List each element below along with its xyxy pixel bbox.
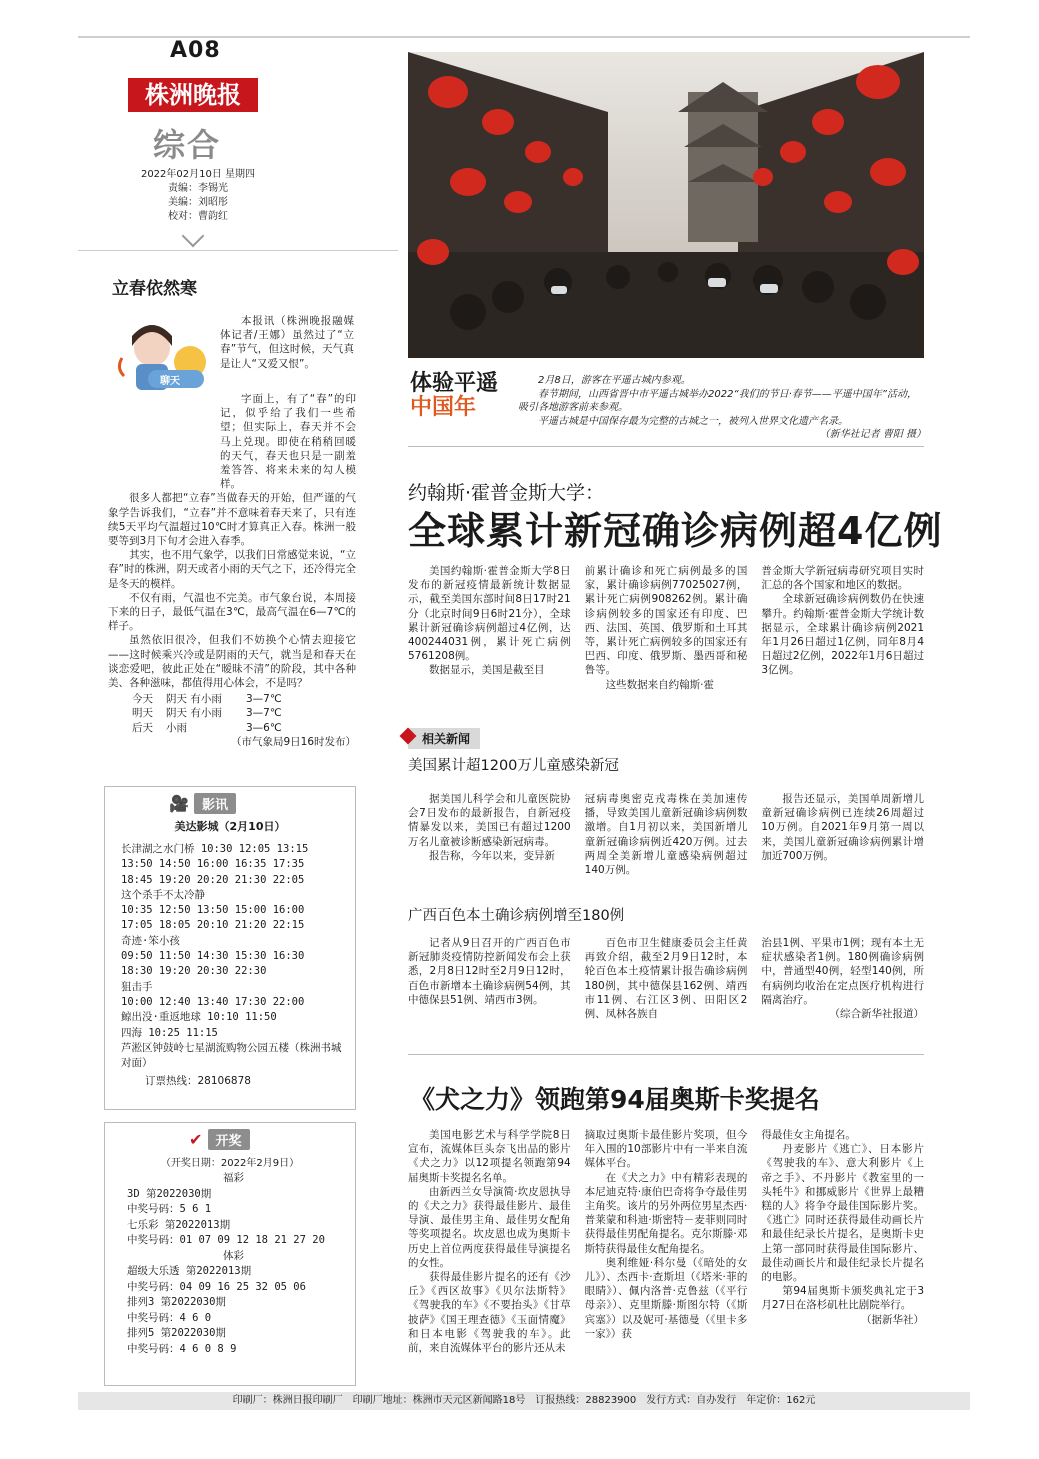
- story-paragraph: 数据显示，美国是截至目: [429, 664, 545, 677]
- story-paragraph: 由新西兰女导演简·坎皮恩执导的《犬之力》获得最佳影片、最佳导演、最佳男主角、最佳男女配角等奖项提名。坎皮恩也成为奥斯卡历史上首位两度获得最佳导演提名的女性。: [408, 1185, 571, 1269]
- showtime-line: 10:35 12:50 13:50 15:00 16:00: [121, 904, 305, 917]
- forecast-row: 今天 阴天 有小雨 3—7℃: [132, 693, 282, 706]
- related-news-tag: 相关新闻: [408, 728, 480, 749]
- story-column: [408, 936, 571, 1021]
- story-column: [761, 792, 924, 877]
- story-credit: （据新华社）: [861, 1313, 925, 1326]
- showtime-line: 09:50 11:50 14:30 15:30 16:30: [121, 950, 305, 963]
- story-paragraph: 摘取过奥斯卡最佳影片奖项，但今年入围的10部影片中有一半来自流媒体平台。: [584, 1129, 748, 1170]
- story-body: [408, 564, 924, 692]
- story-paragraph: 第94届奥斯卡颁奖典礼定于3月27日在洛杉矶杜比剧院举行。: [761, 1285, 925, 1312]
- story-paragraph: 得最佳女主角提名。: [761, 1129, 856, 1141]
- lottery-line: 中奖号码：4 6 0: [127, 1311, 212, 1324]
- related-body: [408, 936, 924, 1021]
- forecast-row: 后天 小雨 3—6℃: [132, 721, 282, 734]
- story-credit: （综合新华社报道）: [829, 1008, 925, 1021]
- lottery-tag-wrap: [105, 1123, 355, 1150]
- showtime-line: 10:00 12:40 13:40 17:30 22:00: [121, 995, 305, 1008]
- story-column: [408, 792, 571, 877]
- story-column: [585, 792, 748, 877]
- section-title: 综合: [153, 126, 222, 164]
- story-column: [761, 936, 924, 1021]
- cinema-hotline: 订票热线：28106878: [145, 1074, 251, 1087]
- story-headline: 全球累计新冠确诊病例超4亿例: [408, 509, 943, 553]
- date-line: 2022年02月10日 星期四: [140, 169, 256, 180]
- showtime-list: [105, 842, 355, 1041]
- lottery-line: 排列5 第2022030期: [127, 1327, 226, 1339]
- weather-paragraph: 很多人都把“立春”当做春天的开始，但严谨的气象学告诉我们，“立春”并不意味着春天来了，只有连续5天平均气温超过10℃时才算真正入春。株洲一般要等到3月下旬才会进入春季。: [108, 492, 356, 548]
- weather-avatar: [108, 318, 214, 396]
- weather-paragraph: 其实，也不用气象学，以我们日常感觉来说，“立春”时的株洲，阴天或者小雨的天气之下，还冷得完全是冬天的模样。: [108, 549, 356, 590]
- story-paragraph: 美国约翰斯·霍普金斯大学8日发布的新冠疫情最新统计数据显示，截至美国东部时间8日17时21分（北京时间9日6时21分），全球累计新冠确诊病例超过4亿例，达400244031例，累计死亡病例5761208例。: [408, 565, 571, 663]
- showtime-line: 17:05 18:05 20:10 21:20 22:15: [121, 919, 305, 932]
- chevron-down-icon: [182, 225, 205, 248]
- story-paragraph: 丹麦影片《逃亡》、日本影片《驾驶我的车》、意大利影片《上帝之手》、不丹影片《教室里的一头牦牛》和挪威影片《世界上最糟糕的人》将争夺最佳国际影片奖。《逃亡》同时还获得最佳动画长片和最佳纪录长片提名，是奥斯卡史上第一部同时获得最佳国际影片、最佳动画长片和最佳纪录长片提名的电影。: [761, 1143, 925, 1284]
- weather-body: [108, 392, 356, 749]
- showtime-line: 13:50 14:50 16:00 16:35 17:35: [121, 858, 305, 871]
- story-paragraph: 据美国儿科学会和儿童医院协会7日发布的最新报告，自新冠疫情暴发以来，美国已有超过1200万名儿童被诊断感染新冠病毒。: [408, 793, 571, 848]
- forecast-source: （市气象局9日16时发布）: [230, 735, 356, 748]
- story-paragraph: 全球新冠确诊病例数仍在快速攀升。约翰斯·霍普金斯大学统计数据显示，全球累计确诊病例2021年1月26日超过1亿例，同年8月4日超过2亿例，2022年1月6日超过3亿例。: [761, 593, 925, 677]
- lottery-line: 3D 第2022030期: [127, 1187, 212, 1200]
- proofreader-credit: 校对：曹韵红: [168, 211, 228, 222]
- related-news: [408, 728, 480, 749]
- story-paragraph: 奥利维娅·科尔曼（《暗处的女儿》）、杰西卡·查斯坦（《塔米·菲的眼睛》）、佩内洛普·克鲁兹（《平行母亲》）、克里斯滕·斯图尔特（《斯宾塞》）以及妮可·基德曼（《里卡多一家》）获: [584, 1256, 748, 1340]
- lottery-category: 福彩: [223, 1172, 244, 1184]
- weather-intro: [220, 314, 354, 371]
- lottery-line: 七乐彩 第2022013期: [127, 1218, 231, 1231]
- lottery-box: [104, 1122, 356, 1386]
- photo-title-line2: 中国年: [410, 395, 477, 420]
- lottery-date: （开奖日期：2022年2月9日）: [160, 1158, 300, 1169]
- cinema-box: [104, 786, 356, 1110]
- editor-credit: 责编：李锡光: [168, 183, 228, 194]
- story-column: [585, 1128, 748, 1355]
- photo-title-line1: 体验平遥: [410, 371, 499, 396]
- story-paragraph: 报告还显示，美国单周新增儿童新冠确诊病例已连续26周超过10万例。自2021年9月第一周以来，美国儿童新冠确诊病例累计增加近700万例。: [761, 793, 925, 862]
- story-paragraph: 百色市卫生健康委员会主任黄再致介绍，截至2月9日12时，本轮百色本土疫情累计报告确诊病例180例，其中德保县162例、靖西市11例、右江区3例、田阳区2例、凤林各族自: [584, 937, 748, 1021]
- story-paragraph: 记者从9日召开的广西百色市新冠肺炎疫情防控新闻发布会上获悉，2月8日12时至2月9日12时，百色市新增本土确诊病例54例，其中德保县51例、靖西市3例。: [408, 937, 571, 1006]
- story-paragraph: 报告称，今年以来，变异新: [429, 849, 555, 862]
- story-column: [585, 936, 748, 1021]
- cinema-tag: 影讯: [194, 793, 236, 814]
- story-paragraph: 普金斯大学新冠病毒研究项目实时汇总的各个国家和地区的数据。: [761, 565, 925, 592]
- forecast-row: 明天 阴天 有小雨 3—7℃: [132, 707, 282, 720]
- caption-line: 2月8日，游客在平遥古城内参观。: [538, 375, 691, 386]
- story-paragraph: 前累计确诊和死亡病例最多的国家，累计确诊病例77025027例，累计死亡病例908262例。累计确诊病例较多的国家还有印度、巴西、法国、英国、俄罗斯和土耳其等，累计死亡病例较多的国家还有巴西、印度、俄罗斯、墨西哥和秘鲁等。: [584, 565, 748, 677]
- story-column: [761, 564, 924, 692]
- checkmark-icon: ✔: [189, 1130, 203, 1149]
- issue-meta: [128, 168, 268, 224]
- story-paragraph: 美国电影艺术与科学学院8日宣布，流媒体巨头奈飞出品的影片《犬之力》以12项提名领跑第94届奥斯卡奖提名名单。: [408, 1129, 571, 1184]
- divider: [78, 250, 398, 251]
- story-paragraph: 治县1例、平果市1例；现有本土无症状感染者1例。180例确诊病例中，普通型40例，轻型140例，所有病例均收治在定点医疗机构进行隔离治疗。: [761, 937, 925, 1006]
- page-number: A08: [170, 38, 221, 63]
- weather-headline: 立春依然寒: [112, 279, 197, 299]
- showtime-line: 长津湖之水门桥 10:30 12:05 13:15: [121, 843, 309, 855]
- weather-paragraph: 本报讯（株洲晚报融媒体记者/王娜）虽然过了“立春”节气，但这时候，天气真是让人“又爱又恨”。: [220, 315, 354, 370]
- story-paragraph: 冠病毒奥密克戎毒株在美加速传播，导致美国儿童新冠确诊病例数激增。自1月初以来，美国新增儿童新冠确诊病例近420万例。过去两周全美新增儿童感染病例超过140万例。: [584, 793, 748, 877]
- caption-line: 平遥古城是中国保存最为完整的古城之一，被列入世界文化遗产名录。: [538, 415, 848, 427]
- story-subhead: 约翰斯·霍普金斯大学：: [408, 482, 605, 504]
- lottery-line: 中奖号码：5 6 1: [127, 1203, 212, 1215]
- showtime-line: 四海 10:25 11:15: [121, 1026, 218, 1039]
- avatar-caption: 聊天: [160, 376, 180, 387]
- photo-credit: （新华社记者 曹阳 摄）: [819, 429, 926, 440]
- showtime-line: 这个杀手不太冷静: [121, 888, 205, 901]
- showtime-line: 18:30 19:20 20:30 22:30: [121, 965, 267, 978]
- forecast-table: [108, 692, 356, 735]
- showtime-line: 奇迹·笨小孩: [121, 934, 180, 947]
- designer-credit: 美编：刘昭彤: [168, 197, 228, 208]
- oscar-body: [408, 1128, 924, 1355]
- divider: [408, 1054, 924, 1055]
- pingyao-photo: [408, 52, 924, 358]
- story-column: [761, 1128, 924, 1355]
- cinema-name: 美达影城（2月10日）: [174, 820, 286, 833]
- weather-paragraph: 不仅有雨，气温也不完美。市气象台说，本周接下来的日子，最低气温在3℃，最高气温在6—7℃的样子。: [108, 591, 356, 633]
- story-column: [585, 564, 748, 692]
- related-headline: 广西百色本土确诊病例增至180例: [408, 908, 625, 924]
- story-paragraph: 这些数据来自约翰斯·霍: [605, 678, 715, 691]
- lottery-line: 中奖号码：04 09 16 25 32 05 06: [127, 1280, 306, 1293]
- story-column: [408, 1128, 571, 1355]
- lottery-category: 体彩: [223, 1249, 244, 1262]
- story-column: [408, 564, 571, 692]
- print-info-footer: 印刷厂：株洲日报印刷厂 印刷厂地址：株洲市天元区新闻路18号 订报热线：28823900 发行方式：自办发行 年定价：162元: [78, 1392, 970, 1410]
- weather-paragraph: 虽然依旧很冷，但我们不妨换个心情去迎接它——这时候乘兴冷或是阴雨的天气，就当是和春天在谈恋爱吧，彼此正处在“暧昧不清”的阶段，其中各种美、各种滋味，都值得用心体会，不是吗？: [108, 634, 356, 690]
- photo-title: [410, 372, 498, 420]
- lottery-tag: 开奖: [208, 1129, 250, 1150]
- cinema-tag-wrap: [105, 787, 355, 814]
- story-paragraph: 在《犬之力》中有精彩表现的本尼迪克特·康伯巴奇将争夺最佳男主角奖。该片的另外两位男星杰西·普莱蒙和科迪·斯密特－麦菲则同时获得最佳男配角提名。克尔斯滕·邓斯特获得最佳女配角提名。: [584, 1171, 748, 1255]
- related-body: [408, 792, 924, 877]
- street-scene-image: [408, 52, 924, 358]
- photo-caption: [518, 374, 926, 442]
- film-camera-icon: 🎥: [169, 794, 189, 813]
- lottery-line: 排列3 第2022030期: [127, 1296, 226, 1308]
- divider: [408, 446, 924, 447]
- related-headline: 美国累计超1200万儿童感染新冠: [408, 758, 619, 774]
- showtime-line: 狙击手: [121, 980, 153, 993]
- lottery-line: 中奖号码：01 07 09 12 18 21 27 20: [127, 1234, 325, 1246]
- showtime-line: 18:45 19:20 20:20 21:30 22:05: [121, 873, 305, 886]
- lottery-results: [105, 1171, 355, 1357]
- lottery-line: 中奖号码：4 6 0 8 9: [127, 1342, 237, 1355]
- showtime-line: 鲸出没·重返地球 10:10 11:50: [121, 1011, 277, 1024]
- weather-paragraph: 字面上，有了“春”的印记，似乎给了我们一些希望；但实际上，春天并不会马上兑现。即使在稍稍回暖的天气，春天也只是一副羞羞答答、将来未来的勾人模样。: [220, 393, 356, 491]
- caption-line: 春节期间，山西省晋中市平遥古城举办2022“我们的节日·春节——平遥中国年”活动，吸引各地游客前来参观。: [518, 388, 917, 413]
- paper-logo: 株洲晚报: [128, 78, 258, 112]
- story-paragraph: 获得最佳影片提名的还有《沙丘》《西区故事》《贝尔法斯特》《驾驶我的车》《不要抬头》《甘草披萨》《国王理查德》《玉面情魔》和日本电影《驾驶我的车》。此前，来自流媒体平台的影片还从未: [408, 1271, 571, 1355]
- lottery-line: 超级大乐透 第2022013期: [127, 1265, 252, 1277]
- cinema-address: 芦淞区钟鼓岭七星湖流购物公园五楼（株洲书城对面）: [121, 1041, 342, 1069]
- oscar-headline: 《犬之力》领跑第94届奥斯卡奖提名: [410, 1085, 820, 1114]
